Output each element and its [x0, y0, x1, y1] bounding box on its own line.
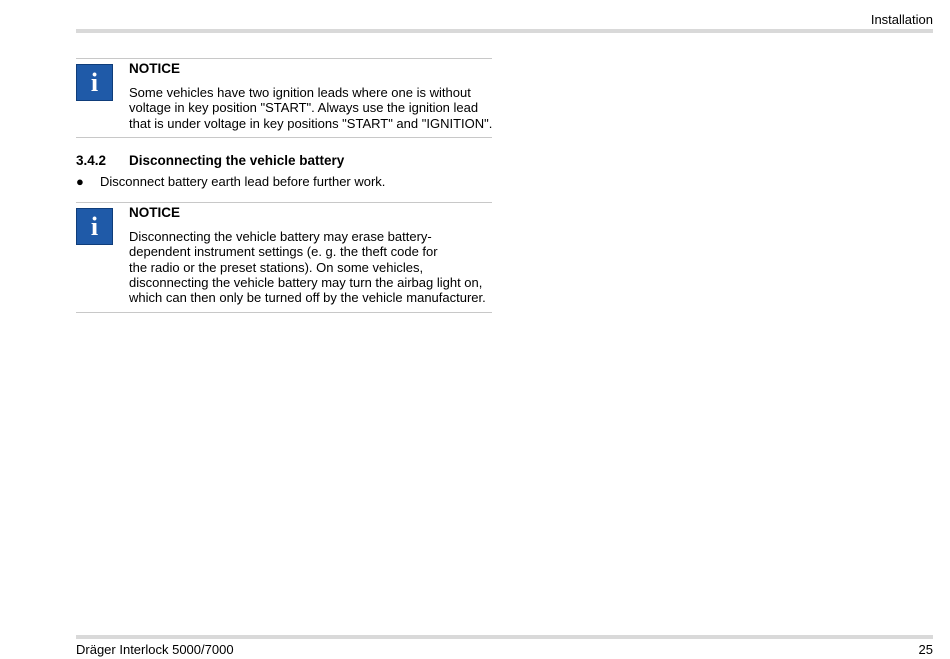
bullet-item [76, 174, 385, 189]
info-icon: i [76, 208, 113, 245]
notice-heading: NOTICE [129, 61, 181, 76]
notice-heading: NOTICE [129, 205, 181, 220]
notice-text: Some vehicles have two ignition leads where one is without voltage in key position "START". Always use the ignition lead that is under voltage in key positions "START" and "IGNITION". [129, 85, 493, 131]
footer-divider [76, 635, 933, 639]
bullet-text: Disconnect battery earth lead before further work. [100, 174, 386, 189]
section-heading [76, 153, 344, 168]
page-number: 25 [918, 642, 933, 657]
bullet-icon: ● [76, 174, 84, 189]
footer-product-name: Dräger Interlock 5000/7000 [76, 642, 234, 657]
header-divider [76, 29, 933, 33]
section-title: Disconnecting the vehicle battery [129, 153, 345, 168]
info-icon: i [76, 64, 113, 101]
notice-box [76, 58, 492, 138]
section-number: 3.4.2 [76, 153, 107, 168]
header-section-title: Installation [870, 12, 933, 27]
notice-box [76, 202, 492, 313]
notice-text: Disconnecting the vehicle battery may erase battery- dependent instrument settings (e. g. the theft code for the radio or the preset stations). On some vehicles, disconnecting the vehicle battery may turn the airbag light on, which can then only be turned off by the vehicle manufacturer. [129, 229, 486, 306]
